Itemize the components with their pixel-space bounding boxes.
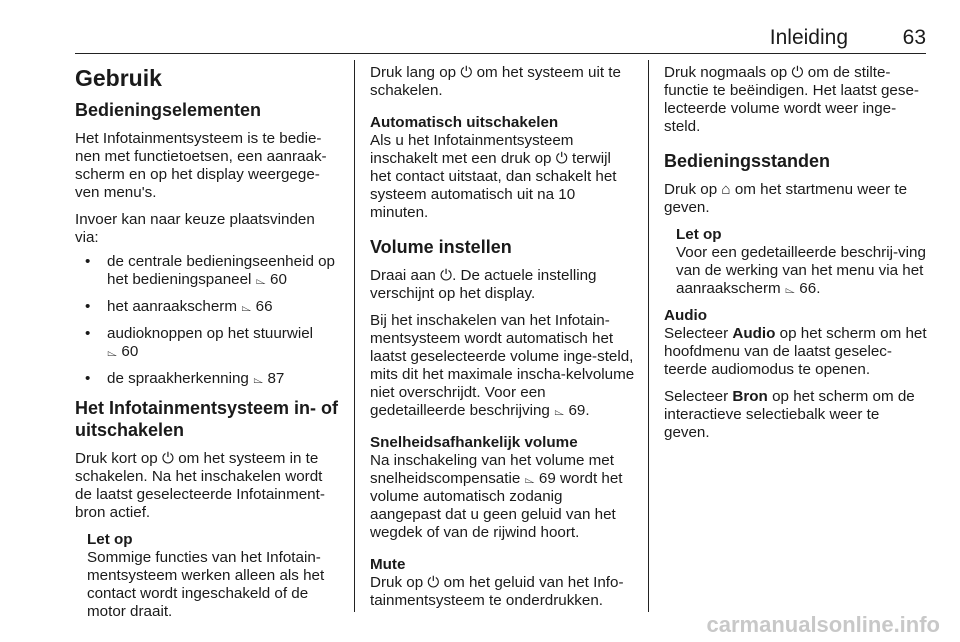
column-divider-2 [648, 60, 649, 612]
home-icon: ⌂ [721, 181, 731, 198]
note-text: Voor een gedetailleerde beschrij-ving van de werking van het menu via het aanraakscherm ⌳ 66. [676, 244, 926, 297]
paragraph: Het Infotainmentsysteem is te bedie-nen met functietoetsen, een aanraak-scherm en op het display weergege-ven menu's. [75, 130, 327, 201]
page-reference-arrow-icon: ⌳ [255, 272, 266, 287]
page-reference-arrow-icon: ⌳ [524, 471, 535, 486]
section-heading-gebruik: Gebruik [75, 65, 162, 91]
input-methods-list [75, 253, 339, 388]
power-icon: ⏻ [791, 64, 804, 81]
paragraph: Druk op ⏻ om het geluid van het Info-tainmentsysteem te onderdrukken. [370, 574, 624, 609]
power-icon: ⏻ [460, 64, 473, 81]
paragraph: Invoer kan naar keuze plaatsvinden via: [75, 211, 315, 246]
power-icon: ⏻ [427, 574, 440, 591]
heading-audio: Audio [664, 307, 708, 324]
column-divider-1 [354, 60, 355, 612]
paragraph: Druk kort op ⏻ om het systeem in te schakelen. Na het inschakelen wordt de laatst geselecteerde Infotainment-bron actief. [75, 450, 325, 521]
page-number: 63 [902, 26, 926, 49]
note-box [676, 226, 929, 298]
page-header [75, 26, 926, 52]
note-heading: Let op [676, 226, 722, 243]
paragraph: Na inschakeling van het volume met snelheidscompensatie ⌳ 69 wordt het volume automatisch zodanig aangepast dat u geen geluid van het wegdek of van de rijwind hoort. [370, 452, 623, 541]
list-item: • de spraakherkenning ⌳ 87 [75, 370, 339, 388]
paragraph: Draai aan ⏻. De actuele instelling verschijnt op het display. [370, 267, 597, 302]
page-reference-arrow-icon: ⌳ [784, 281, 796, 296]
note-heading: Let op [87, 531, 133, 548]
power-icon: ⏻ [440, 267, 453, 284]
page-reference-arrow-icon: ⌳ [241, 299, 252, 314]
note-box [87, 531, 339, 621]
power-icon: ⏻ [161, 450, 174, 467]
list-item: • audioknoppen op het stuurwiel ⌳ 60 [75, 325, 339, 361]
paragraph: Selecteer Bron op het scherm om de interactieve selectiebalk weer te geven. [664, 388, 915, 441]
column-2 [370, 64, 635, 619]
subsection-heading-volume-instellen: Volume instellen [370, 237, 512, 257]
column-1 [75, 64, 339, 621]
paragraph: Selecteer Audio op het scherm om het hoofdmenu van de laatst geselec-teerde audiomodus te openen. [664, 325, 927, 378]
heading-mute: Mute [370, 556, 406, 573]
page-reference-arrow-icon: ⌳ [554, 403, 565, 418]
column-3 [664, 64, 929, 451]
list-item: • het aanraakscherm ⌳ 66 [75, 298, 339, 316]
paragraph: Druk nogmaals op ⏻ om de stilte-functie te beëindigen. Het laatst gese-lecteerde volume wordt weer inge-steld. [664, 64, 919, 135]
heading-automatisch-uitschakelen: Automatisch uitschakelen [370, 114, 559, 131]
subsection-heading-in-uitschakelen: Het Infotainmentsysteem in- of uitschakelen [75, 398, 339, 440]
page-reference-arrow-icon: ⌳ [253, 371, 264, 386]
paragraph: Druk op ⌂ om het startmenu weer te geven. [664, 181, 908, 216]
power-icon: ⏻ [555, 150, 568, 167]
subsection-heading-bedieningsstanden: Bedieningsstanden [664, 151, 831, 171]
paragraph: Druk lang op ⏻ om het systeem uit te schakelen. [370, 64, 621, 99]
subsection-heading-bedieningselementen: Bedieningselementen [75, 100, 262, 120]
list-item: • de centrale bedieningseenheid op het bedieningspaneel ⌳ 60 [75, 253, 339, 289]
watermark: carmanualsonline.info [706, 612, 940, 637]
page-reference-arrow-icon: ⌳ [107, 344, 118, 359]
note-text: Sommige functies van het Infotain-mentsysteem werken alleen als het contact wordt ingeschakeld of de motor draait. [87, 549, 325, 620]
heading-snelheidsafhankelijk-volume: Snelheidsafhankelijk volume [370, 434, 578, 451]
paragraph: Als u het Infotainmentsysteem inschakelt met een druk op ⏻ terwijl het contact uitstaat, dan schakelt het systeem automatisch uit na 10 minuten. [370, 132, 617, 221]
chapter-title: Inleiding [769, 26, 848, 49]
header-rule [75, 53, 926, 54]
paragraph: Bij het inschakelen van het Infotain-mentsysteem wordt automatisch het laatst geselecteerde volume inge-steld, mits dit het maximale inscha-kelvolume niet overschrijdt. Voor een gedetailleerde beschrijving ⌳ 69. [370, 312, 635, 419]
